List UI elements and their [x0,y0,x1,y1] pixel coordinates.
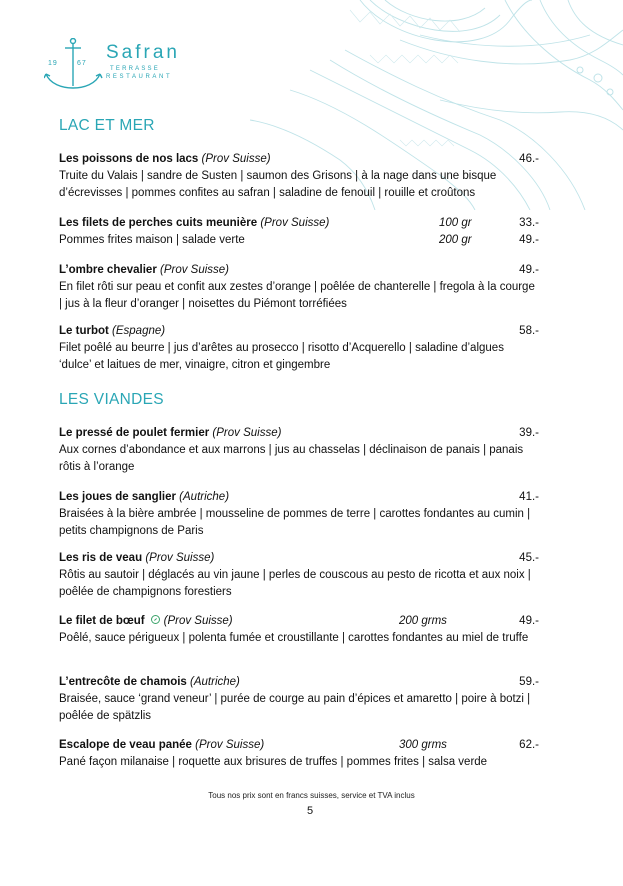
dish-name: Le filet de bœuf [59,615,145,627]
dish-name: Le pressé de poulet fermier [59,427,210,439]
menu-item [59,151,539,202]
dish-origin: (Prov Suisse) [145,552,215,564]
menu-item [59,613,539,647]
dish-name: Les ris de veau [59,552,143,564]
dish-origin: (Prov Suisse) [212,427,282,439]
price-note: Tous nos prix sont en francs suisses, service et TVA inclus [208,791,415,800]
dish-description: Filet poêlé au beurre | jus d’arêtes au prosecco | risotto d’Acquerello | saladine d’algues ‘dulce’ et laitues de mer, vinaigre, citron et gingembre [59,342,504,371]
dish-price: 49.- [519,615,539,627]
dish-origin: (Espagne) [112,325,166,337]
dish-description: Aux cornes d’abondance et aux marrons | jus au chasselas | déclinaison de panais | panais rôtis à l’orange [59,444,524,473]
dish-price: 59.- [519,676,539,688]
menu-item [59,674,539,725]
dish-origin: (Prov Suisse) [201,153,271,165]
menu-item [59,489,539,540]
dish-quantity: 100 gr [439,217,472,229]
dish-name: Les joues de sanglier [59,491,176,503]
logo-year-right: 67 [77,60,87,67]
brand-sub-terrasse: TERRASSE [110,66,160,72]
dish-origin: (Autriche) [190,676,240,688]
dish-origin: (Prov Suisse) [163,615,233,627]
dish-price: 62.- [519,739,539,751]
dish-quantity: 200 grms [399,615,447,627]
dish-quantity-2: 200 gr [439,234,472,246]
dish-description: Truite du Valais | sandre de Susten | saumon des Grisons | à la nage dans une bisque d’écrevisses | pommes confites au safran | saladine de fenouil | rouille et croûtons [59,170,497,199]
menu-item [59,215,539,249]
dish-description: Poêlé, sauce périgueux | polenta fumée et croustillante | carottes fondantes au miel de truffe [59,632,529,644]
menu-item [59,425,539,476]
menu-item [59,550,539,601]
dish-name: L’ombre chevalier [59,264,157,276]
dish-description: Braisée, sauce ‘grand veneur’ | purée de courge au pain d’épices et amaretto | poire à botzi | poêlée de spätzlis [59,693,531,722]
dish-price: 49.- [519,264,539,276]
brand-name: Safran [106,42,180,63]
menu-item [59,737,539,771]
dish-origin: (Prov Suisse) [260,217,330,229]
dish-price-2: 49.- [519,234,539,246]
dish-price: 41.- [519,491,539,503]
dish-description: Pané façon milanaise | roquette aux brisures de truffes | pommes frites | salsa verde [59,756,488,768]
restaurant-logo [44,38,204,94]
menu-item [59,323,539,374]
dish-quantity: 300 grms [399,739,447,751]
dish-name: Les filets de perches cuits meunière [59,217,258,229]
dish-name: Les poissons de nos lacs [59,153,199,165]
dish-name: L’entrecôte de chamois [59,676,187,688]
page-number: 5 [306,805,314,817]
leaf-icon [151,615,160,624]
dish-price: 46.- [519,153,539,165]
section-title-lac-et-mer: LAC ET MER [59,117,155,134]
dish-origin: (Prov Suisse) [160,264,230,276]
brand-sub-restaurant: RESTAURANT [106,74,173,80]
dish-price: 33.- [519,217,539,229]
dish-description: Pommes frites maison | salade verte [59,234,245,246]
dish-origin: (Autriche) [179,491,230,503]
dish-price: 58.- [519,325,539,337]
menu-item [59,262,539,313]
dish-price: 39.- [519,427,539,439]
section-title-les-viandes: LES VIANDES [59,391,164,408]
dish-name: Escalope de veau panée [59,739,192,751]
dish-description: Braisées à la bière ambrée | mousseline de pommes de terre | carottes fondantes au cumin | petits champignons de Paris [59,508,531,537]
dish-description: Rôtis au sautoir | déglacés au vin jaune | perles de couscous au pesto de ricotta et aux noix | poêlée de champignons forestiers [59,569,531,598]
dish-price: 45.- [519,552,539,564]
dish-description: En filet rôti sur peau et confit aux zestes d’orange | poêlée de chanterelle | fregola à la courge | jus à la fleur d’oranger | noisettes du Piémont torréfiées [59,281,535,310]
dish-name: Le turbot [59,325,109,337]
logo-year-left: 19 [48,60,58,67]
dish-origin: (Prov Suisse) [195,739,265,751]
